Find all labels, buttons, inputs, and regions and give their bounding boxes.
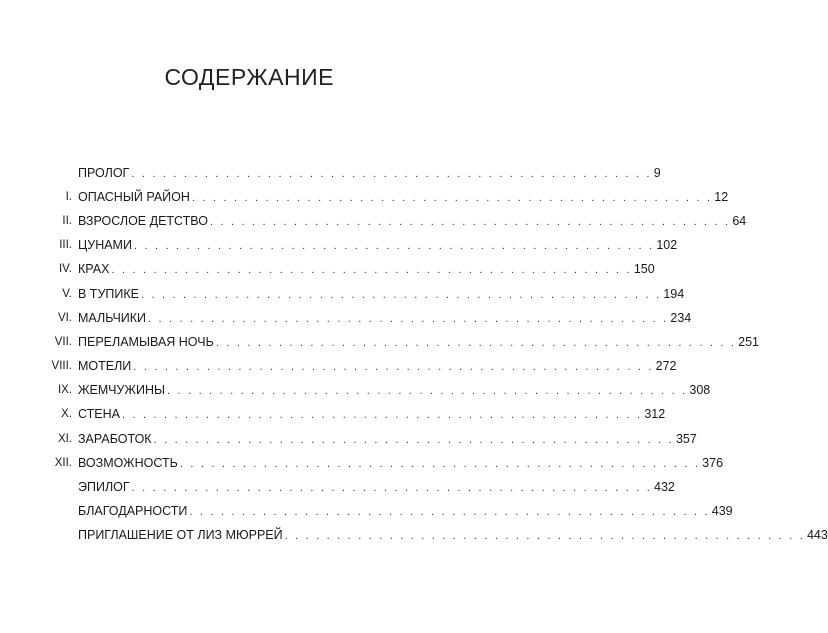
- toc-entry[interactable]: [40, 258, 655, 282]
- chapter-page-number: 234: [670, 310, 692, 325]
- toc-entry[interactable]: [40, 185, 729, 209]
- chapter-page-number: 194: [663, 286, 685, 301]
- chapter-title: БЛАГОДАРНОСТИ: [78, 504, 188, 519]
- chapter-number: IX.: [57, 384, 72, 397]
- toc-entry[interactable]: [40, 306, 692, 330]
- chapter-number: V.: [62, 287, 72, 300]
- dot-leader: . . . . . . . . . . . . . . . . . . . . . . . . . . . . . . . . . . . . . . . . . . . . . . . . . .: [179, 457, 701, 470]
- toc-entry[interactable]: [40, 282, 685, 306]
- chapter-title: ЭПИЛОГ: [78, 480, 130, 495]
- dot-leader: . . . . . . . . . . . . . . . . . . . . . . . . . . . . . . . . . . . . . . . . . . . . . . . . . .: [133, 361, 654, 374]
- chapter-title: ЖЕМЧУЖИНЫ: [78, 383, 166, 398]
- toc-entry[interactable]: [40, 524, 828, 548]
- chapter-number: IV.: [58, 263, 72, 276]
- toc-entry[interactable]: [40, 161, 661, 185]
- toc-entry[interactable]: [40, 330, 760, 354]
- toc-entry[interactable]: [40, 500, 733, 524]
- chapter-page-number: 251: [738, 334, 760, 349]
- chapter-title: СТЕНА: [78, 407, 120, 422]
- chapter-page-number: 443: [806, 528, 828, 543]
- chapter-title: В ТУПИКЕ: [78, 286, 139, 301]
- dot-leader: . . . . . . . . . . . . . . . . . . . . . . . . . . . . . . . . . . . . . . . . . . . . . . . . . .: [167, 385, 688, 398]
- chapter-title: ПРОЛОГ: [78, 165, 130, 180]
- chapter-page-number: 102: [656, 238, 678, 253]
- table-of-contents: [40, 161, 828, 548]
- dot-leader: . . . . . . . . . . . . . . . . . . . . . . . . . . . . . . . . . . . . . . . . . . . . . . . . . .: [284, 530, 805, 543]
- dot-leader: . . . . . . . . . . . . . . . . . . . . . . . . . . . . . . . . . . . . . . . . . . . . . . . . . .: [140, 288, 662, 301]
- dot-leader: . . . . . . . . . . . . . . . . . . . . . . . . . . . . . . . . . . . . . . . . . . . . . . . . . .: [215, 336, 737, 349]
- chapter-page-number: 12: [714, 189, 729, 204]
- toc-entry[interactable]: [40, 475, 675, 499]
- chapter-number: VI.: [57, 311, 72, 324]
- toc-entry[interactable]: [40, 451, 724, 475]
- chapter-number: II.: [62, 214, 72, 227]
- dot-leader: . . . . . . . . . . . . . . . . . . . . . . . . . . . . . . . . . . . . . . . . . . . . . . . . . .: [121, 409, 643, 422]
- chapter-number: VIII.: [51, 360, 72, 373]
- dot-leader: . . . . . . . . . . . . . . . . . . . . . . . . . . . . . . . . . . . . . . . . . . . . . . . . . .: [191, 191, 713, 204]
- chapter-title: МАЛЬЧИКИ: [78, 310, 147, 325]
- chapter-title: ВЗРОСЛОЕ ДЕТСТВО: [78, 213, 208, 228]
- chapter-page-number: 308: [689, 383, 711, 398]
- chapter-page-number: 432: [654, 480, 675, 495]
- toc-entry[interactable]: [40, 234, 678, 258]
- dot-leader: . . . . . . . . . . . . . . . . . . . . . . . . . . . . . . . . . . . . . . . . . . . . . . . . . .: [131, 167, 652, 180]
- chapter-number: XI.: [57, 432, 72, 445]
- chapter-title: КРАХ: [78, 262, 110, 277]
- chapter-number: VII.: [54, 335, 72, 348]
- chapter-number: I.: [65, 190, 72, 203]
- chapter-page-number: 64: [732, 213, 747, 228]
- chapter-page-number: 9: [653, 165, 661, 180]
- dot-leader: . . . . . . . . . . . . . . . . . . . . . . . . . . . . . . . . . . . . . . . . . . . . . . . . . .: [111, 264, 632, 277]
- dot-leader: . . . . . . . . . . . . . . . . . . . . . . . . . . . . . . . . . . . . . . . . . . . . . . . . . .: [133, 240, 655, 253]
- dot-leader: . . . . . . . . . . . . . . . . . . . . . . . . . . . . . . . . . . . . . . . . . . . . . . . . . .: [189, 506, 710, 519]
- chapter-page-number: 150: [633, 262, 655, 277]
- toc-entry[interactable]: [40, 403, 666, 427]
- chapter-title: ПЕРЕЛАМЫВАЯ НОЧЬ: [78, 334, 214, 349]
- chapter-title: ПРИГЛАШЕНИЕ ОТ ЛИЗ МЮРРЕЙ: [78, 528, 283, 543]
- dot-leader: . . . . . . . . . . . . . . . . . . . . . . . . . . . . . . . . . . . . . . . . . . . . . . . . . .: [148, 312, 669, 325]
- toc-entry[interactable]: [40, 379, 711, 403]
- dot-leader: . . . . . . . . . . . . . . . . . . . . . . . . . . . . . . . . . . . . . . . . . . . . . . . . . .: [209, 215, 731, 228]
- chapter-page-number: 357: [675, 431, 697, 446]
- toc-entry[interactable]: [40, 209, 747, 233]
- toc-entry[interactable]: [40, 427, 697, 451]
- chapter-title: ВОЗМОЖНОСТЬ: [78, 455, 178, 470]
- chapter-page-number: 439: [711, 504, 733, 519]
- chapter-title: МОТЕЛИ: [78, 359, 132, 374]
- chapter-page-number: 376: [702, 455, 724, 470]
- chapter-title: ОПАСНЫЙ РАЙОН: [78, 189, 190, 204]
- dot-leader: . . . . . . . . . . . . . . . . . . . . . . . . . . . . . . . . . . . . . . . . . . . . . . . . . .: [131, 482, 653, 495]
- chapter-page-number: 312: [644, 407, 666, 422]
- toc-entry[interactable]: [40, 355, 677, 379]
- chapter-page-number: 272: [655, 359, 677, 374]
- chapter-title: ЦУНАМИ: [78, 238, 132, 253]
- chapter-number: X.: [61, 408, 72, 421]
- chapter-number: XII.: [54, 456, 72, 469]
- page-title: СОДЕРЖАНИЕ: [164, 64, 334, 90]
- chapter-number: III.: [59, 239, 72, 252]
- chapter-title: ЗАРАБОТОК: [78, 431, 152, 446]
- dot-leader: . . . . . . . . . . . . . . . . . . . . . . . . . . . . . . . . . . . . . . . . . . . . . . . . . .: [153, 433, 674, 446]
